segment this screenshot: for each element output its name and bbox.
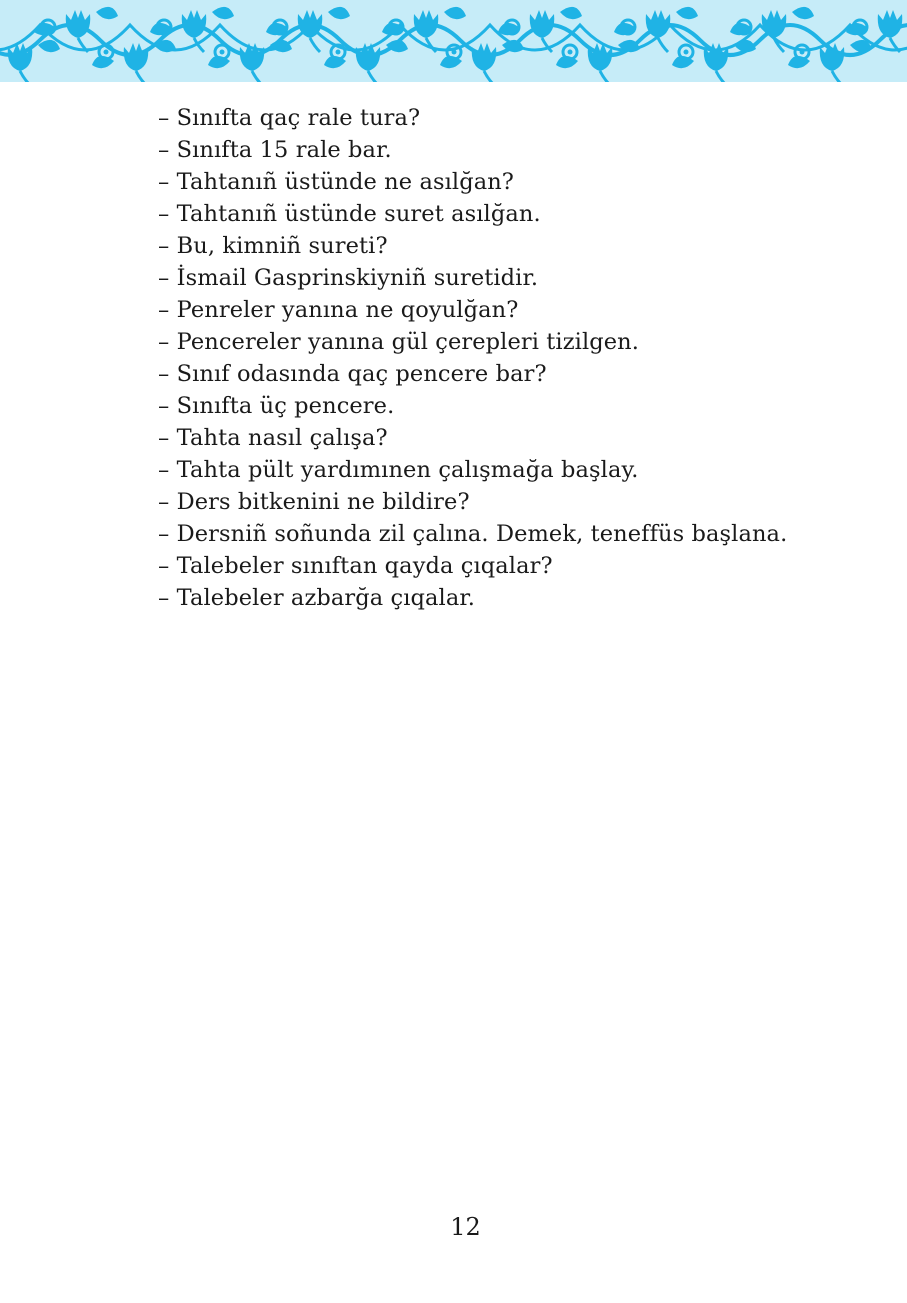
dialogue-line: – Bu, kimniñ sureti? bbox=[158, 233, 388, 259]
dialogue-line: – Sınıf odasında qaç pencere bar? bbox=[158, 361, 547, 387]
page-number: 12 bbox=[450, 1213, 481, 1241]
dialogue-line: – Talebeler sınıftan qayda çıqalar? bbox=[158, 553, 553, 579]
dialogue-line: – İsmail Gasprinskiyniñ suretidir. bbox=[158, 265, 539, 291]
dialogue-line: – Tahtanıñ üstünde suret asılğan. bbox=[158, 201, 541, 227]
dialogue-line: – Dersniñ soñunda zil çalına. Demek, teneffüs başlana. bbox=[158, 521, 788, 547]
dialogue-line: – Tahta nasıl çalışa? bbox=[158, 425, 388, 451]
dialogue-line: – Sınıfta qaç rale tura? bbox=[158, 105, 421, 131]
dialogue-line: – Tahta pült yardımınen çalışmağa başlay. bbox=[158, 457, 639, 483]
dialogue-line: – Sınıfta 15 rale bar. bbox=[158, 137, 392, 163]
dialogue-line: – Pencereler yanına gül çerepleri tizilgen. bbox=[158, 329, 640, 355]
dialogue-line: – Talebeler azbarğa çıqalar. bbox=[158, 585, 475, 611]
dialogue-list bbox=[158, 102, 787, 614]
dialogue-line: – Ders bitkenini ne bildire? bbox=[158, 489, 470, 515]
dialogue-line: – Penreler yanına ne qoyulğan? bbox=[158, 297, 519, 323]
floral-ornament-border bbox=[0, 0, 907, 82]
dialogue-line: – Tahtanıñ üstünde ne asılğan? bbox=[158, 169, 514, 195]
dialogue-line: – Sınıfta üç pencere. bbox=[158, 393, 395, 419]
floral-ornament-icon bbox=[0, 0, 907, 82]
